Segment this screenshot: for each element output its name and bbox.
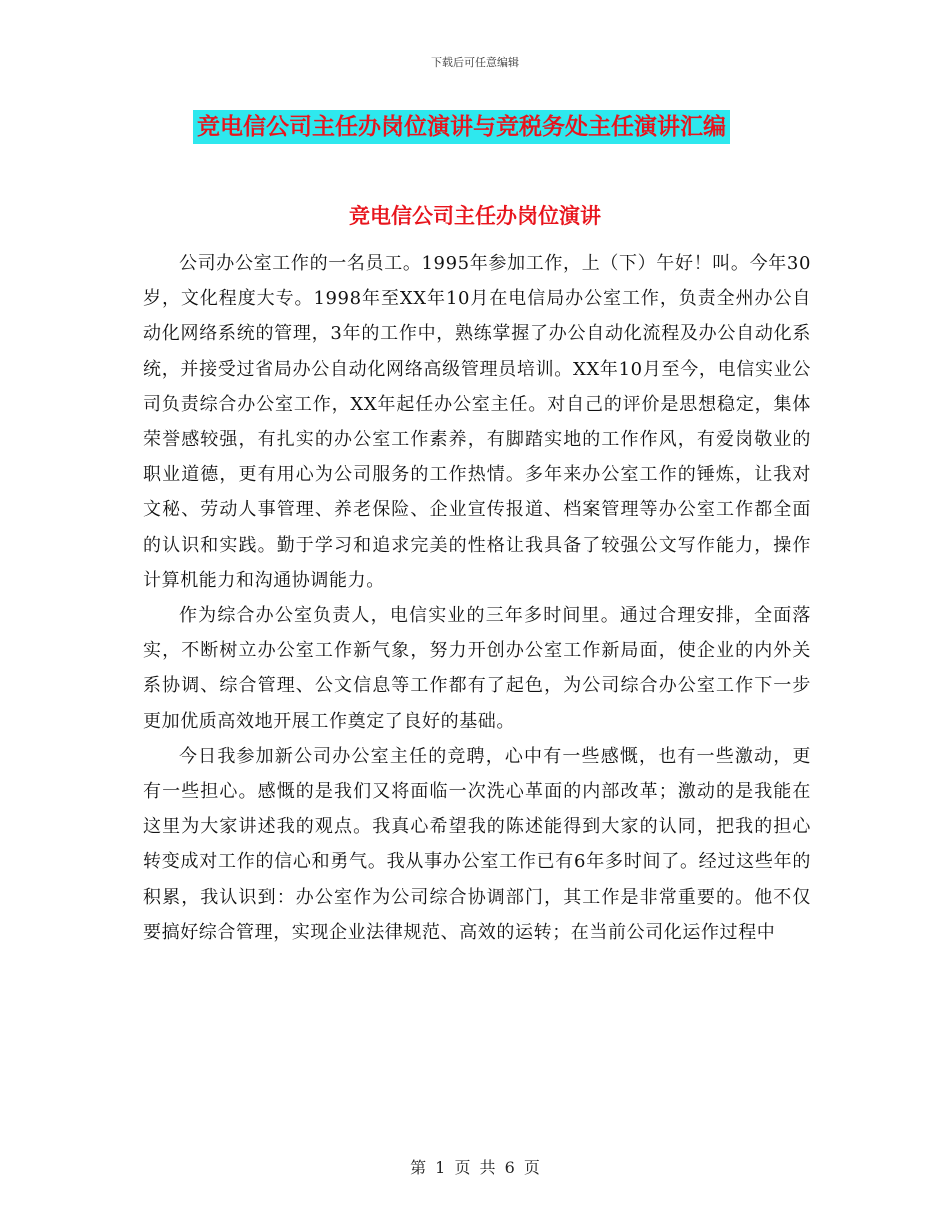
paragraph: 今日我参加新公司办公室主任的竞聘，心中有一些感慨，也有一些激动，更有一些担心。感慨的是我们又将面临一次洗心革面的内部改革；激动的是我能在这里为大家讲述我的观点。我真心希望我的陈述能得到大家的认同，把我的担心转变成对工作的信心和勇气。我从事办公室工作已有6年多时间了。经过这些年的积累，我认识到：办公室作为公司综合协调部门，其工作是非常重要的。他不仅要搞好综合管理，实现企业法律规范、高效的运转；在当前公司化运作过程中	[143, 745, 811, 943]
section-title: 竞电信公司主任办岗位演讲	[349, 204, 601, 228]
document-title: 竞电信公司主任办岗位演讲与竞税务处主任演讲汇编	[193, 110, 730, 144]
paragraph: 作为综合办公室负责人，电信实业的三年多时间里。通过合理安排，全面落实，不断树立办公室工作新气象，努力开创办公室工作新局面，使企业的内外关系协调、综合管理、公文信息等工作都有了起色，为公司综合办公室工作下一步更加优质高效地开展工作奠定了良好的基础。	[143, 605, 811, 732]
body-text	[143, 246, 811, 950]
paragraph: 公司办公室工作的一名员工。1995年参加工作，上（下）午好！叫。今年30岁，文化程度大专。1998年至XX年10月在电信局办公室工作，负责全州办公自动化网络系统的管理，3年的工作中，熟练掌握了办公自动化流程及办公自动化系统，并接受过省局办公自动化网络高级管理员培训。XX年10月至今，电信实业公司负责综合办公室工作，XX年起任办公室主任。对自己的评价是思想稳定，集体荣誉感较强，有扎实的办公室工作素养，有脚踏实地的工作作风，有爱岗敬业的职业道德，更有用心为公司服务的工作热情。多年来办公室工作的锤炼，让我对文秘、劳动人事管理、养老保险、企业宣传报道、档案管理等办公室工作都全面的认识和实践。勤于学习和追求完美的性格让我具备了较强公文写作能力，操作计算机能力和沟通协调能力。	[143, 253, 811, 591]
page-footer: 第 1 页 共 6 页	[410, 1158, 540, 1177]
header-note: 下载后可任意编辑	[431, 56, 519, 69]
